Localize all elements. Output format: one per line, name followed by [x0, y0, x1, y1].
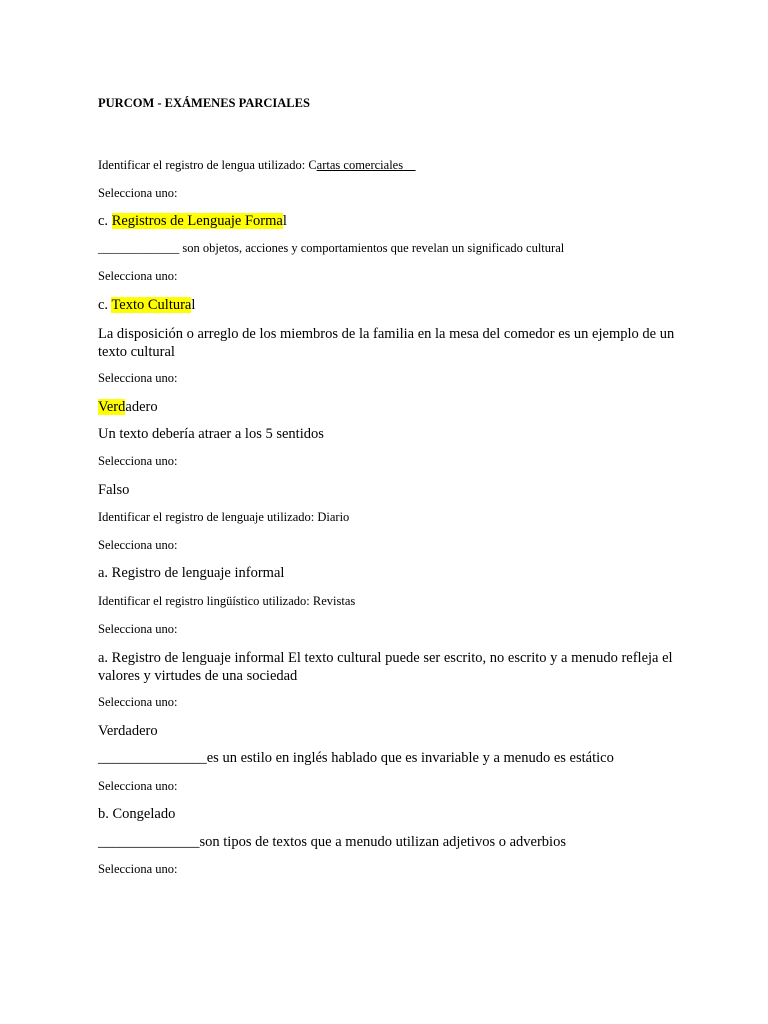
question-9: ______________son tipos de textos que a menudo utilizan adjetivos o adverbios [98, 834, 566, 850]
answer-1-prefix: c. [98, 213, 112, 229]
answer-3-rest: adero [125, 399, 158, 415]
select-one-label-7: Selecciona uno: [98, 695, 178, 709]
answer-4: Falso [98, 482, 130, 498]
answer-1-highlight: Registros de Lenguaje Forma [111, 213, 283, 229]
question-5: Identificar el registro de lenguaje utilizado: Diario [98, 510, 350, 524]
select-one-label-6: Selecciona uno: [98, 622, 178, 636]
answer-6: a. Registro de lenguaje informal El texto cultural puede ser escrito, no escrito y a menudo refleja el valores y virtudes de una sociedad [98, 650, 673, 684]
answer-2-rest: l [191, 297, 196, 313]
select-one-label-4: Selecciona uno: [98, 454, 178, 468]
answer-3-highlight: Verd [98, 399, 126, 415]
answer-3 [98, 400, 158, 415]
question-4: Un texto debería atraer a los 5 sentidos [98, 426, 324, 442]
answer-2-highlight: Texto Cultura [111, 297, 192, 313]
select-one-label-2: Selecciona uno: [98, 269, 178, 283]
answer-1 [98, 214, 287, 229]
select-one-label-9: Selecciona uno: [98, 862, 178, 876]
answer-5: a. Registro de lenguaje informal [98, 565, 285, 581]
question-3: La disposición o arreglo de los miembros de la familia en la mesa del comedor es un ejemplo de un texto cultural [98, 326, 675, 360]
question-1 [98, 159, 416, 172]
question-1-text: Identificar el registro de lengua utilizado: C [98, 158, 317, 172]
answer-2-prefix: c. [98, 297, 112, 313]
answer-1-rest: l [282, 213, 287, 229]
question-1-underlined [317, 158, 416, 172]
answer-7: Verdadero [98, 723, 158, 739]
question-1-answer-text: artas comerciales [316, 158, 404, 172]
question-8: _______________es un estilo en inglés hablado que es invariable y a menudo es estático [98, 750, 614, 766]
answer-2 [98, 298, 195, 313]
question-2: _____________ son objetos, acciones y comportamientos que revelan un significado cultural [98, 241, 565, 255]
select-one-label-1: Selecciona uno: [98, 186, 178, 200]
select-one-label-3: Selecciona uno: [98, 371, 178, 385]
answer-8: b. Congelado [98, 806, 176, 822]
select-one-label-8: Selecciona uno: [98, 779, 178, 793]
document-title: PURCOM - EXÁMENES PARCIALES [98, 96, 310, 110]
select-one-label-5: Selecciona uno: [98, 538, 178, 552]
question-1-trail [403, 158, 416, 172]
question-6: Identificar el registro lingüístico utilizado: Revistas [98, 594, 356, 608]
